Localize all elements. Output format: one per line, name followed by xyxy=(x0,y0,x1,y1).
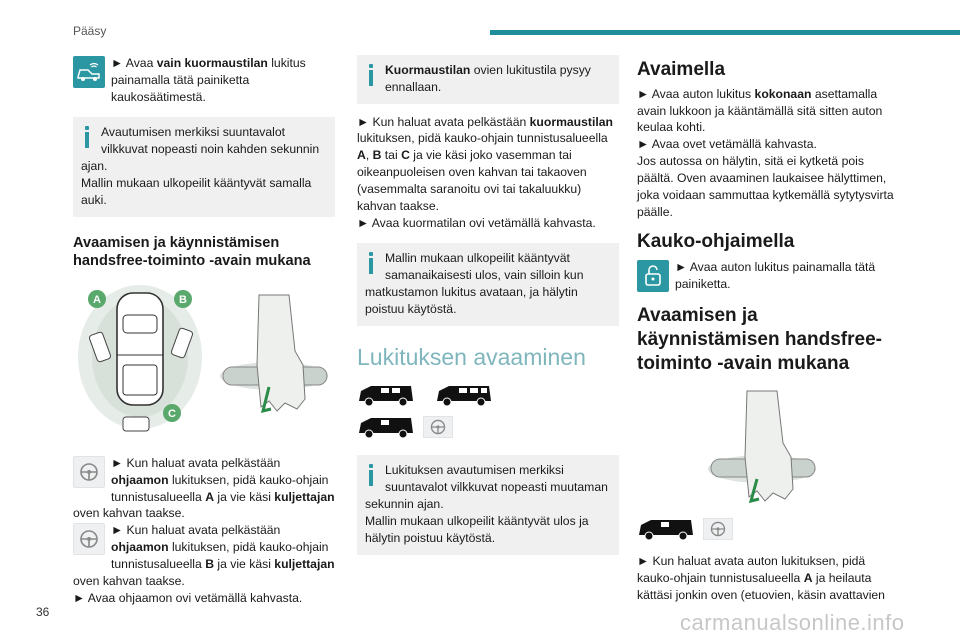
watermark: carmanualsonline.info xyxy=(680,610,905,635)
info-icon xyxy=(365,64,377,86)
vehicle-variant-icons xyxy=(357,383,619,439)
section-heading: Avaamisen ja käynnistämisen handsfree-toiminto -avain mukana xyxy=(637,305,882,374)
zone-label-c: C xyxy=(168,407,176,420)
column-1 xyxy=(73,55,335,606)
steering-wheel-icon xyxy=(73,456,105,488)
van-black-icon xyxy=(637,517,695,541)
info-icon xyxy=(365,252,377,274)
open-cab-door-text: ► Avaa ohjaamon ovi vetämällä kahvasta. xyxy=(73,590,303,605)
section-title: Pääsy xyxy=(73,24,107,38)
van-rear-unlock-icon xyxy=(73,56,105,88)
cab-unlock-zone-a-paragraph: ► Kun haluat avata pelkästään ohjaamon lukituksen, pidä kauko-ohjain tunnistusalueella A ja vie käsi kuljettajan oven kahvan taakse. xyxy=(73,455,335,521)
zone-label-b: B xyxy=(179,293,187,306)
page-number: 36 xyxy=(36,605,50,619)
cargo-unlock-text: ► Kun haluat avata pelkästään kuormaustilan lukituksen, pidä kauko-ohjain tunnistusalueella A, B tai C ja vie käsi joko vasemman tai oikeanpuoleisen oven kahvan tai takaoven (vasemmalta saranoitu ovi tai takaluukku) kahvan taakse. xyxy=(357,114,613,213)
vehicle-variant-icons xyxy=(637,517,899,541)
section-heading: Avaimella xyxy=(637,59,726,80)
hand-door-handle-illustration xyxy=(219,291,329,441)
arrow: ► xyxy=(111,56,124,70)
open-cargo-door-text: ► Avaa kuormatilan ovi vetämällä kahvasta. xyxy=(357,215,596,230)
info-note: Kuormaustilan ovien lukitustila pysyy ennallaan. xyxy=(357,55,619,104)
van-black-icon xyxy=(435,383,493,407)
info-note: Mallin mukaan ulkopeilit kääntyvät samanaikaisesti ulos, vain silloin kun matkustamon lukitus avataan, ja hälytin poistuu käytöstä. xyxy=(357,243,619,325)
detection-zones-diagram xyxy=(75,285,205,445)
remote-unlock-paragraph: ► Avaa auton lukitus painamalla tätä painiketta. xyxy=(637,259,899,294)
zone-label-a: A xyxy=(93,293,101,306)
unlock-padlock-icon xyxy=(637,260,669,292)
info-note: Lukituksen avautumisen merkiksi suuntavalot vilkkuvat nopeasti muutaman sekunnin ajan. Mallin mukaan ulkopeilit kääntyvät ulos ja hälytin poistuu käytöstä. xyxy=(357,455,619,554)
header-accent-bar xyxy=(490,30,960,35)
hand-door-handle-illustration xyxy=(707,389,817,509)
illustration-row xyxy=(73,285,335,445)
steering-wheel-icon xyxy=(703,518,733,540)
info-note: Avautumisen merkiksi suuntavalot vilkkuvat nopeasti noin kahden sekunnin ajan. Mallin mukaan ulkopeilit kääntyvät samalla auki. xyxy=(73,117,335,216)
steering-wheel-icon xyxy=(423,416,453,438)
column-3: Avaimella ► Avaa auton lukitus kokonaan asettamalla avain lukkoon ja kääntämällä sitä sitten auton keulaa kohti. ► Avaa ovet vetämällä kahvasta. Jos autossa on hälytin, sitä ei kytketä pois päältä. Oven avaaminen laukaisee hälyttimen, joka voidaan sammuttaa kytkemällä sytytysvirta päälle. Kauko-ohjaimella ► Avaa auton lukitus painamalla tätä painiketta. Avaamisen ja käynnistämisen handsfree-toiminto -avain mukana ► Kun haluat avata auton lukituksen, pidä kauko-ohjain tunnistusalueella A ja heilauta kättäsi jonkin oven (etuovien, käsin avattavien xyxy=(637,55,899,604)
cab-unlock-zone-b-paragraph: ► Kun haluat avata pelkästään ohjaamon lukituksen, pidä kauko-ohjain tunnistusalueella B ja vie käsi kuljettajan oven kahvan taakse. xyxy=(73,523,335,588)
column-2 xyxy=(357,55,619,555)
van-black-icon xyxy=(357,383,415,407)
cargo-unlock-paragraph: ► Avaa vain kuormaustilan lukitus painamalla tätä painiketta kaukosäätimestä. xyxy=(73,55,335,105)
section-heading-light: Lukituksen avaaminen xyxy=(357,343,586,370)
steering-wheel-icon xyxy=(73,523,105,555)
info-icon xyxy=(365,464,377,486)
info-icon xyxy=(81,126,93,148)
van-black-icon xyxy=(357,415,415,439)
section-heading: Avaamisen ja käynnistämisen handsfree-toiminto -avain mukana xyxy=(73,234,311,270)
section-heading: Kauko-ohjaimella xyxy=(637,231,795,253)
